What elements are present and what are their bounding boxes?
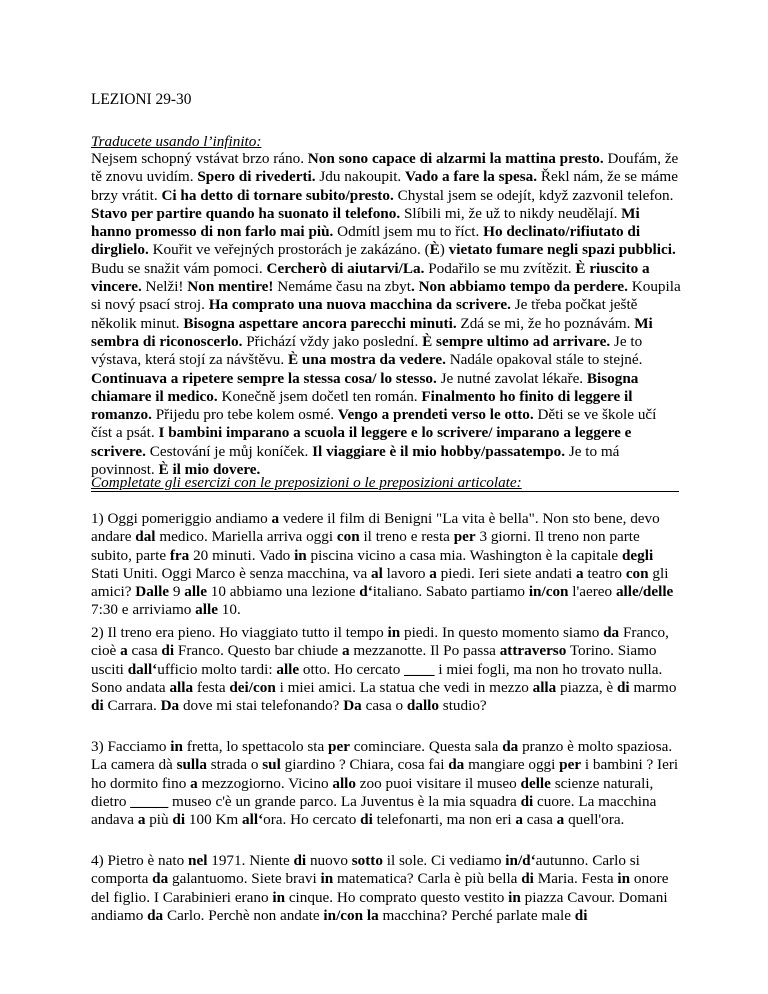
section2-heading: Completate gli esercizi con le preposizioni o le preposizioni articolate: [91, 474, 522, 491]
answer-text: alla [169, 678, 194, 696]
answer-text: Ha comprato una nuova macchina da scrivere. [208, 296, 511, 314]
prompt-text: festa [193, 678, 230, 696]
answer-text: Il viaggiare è il mio hobby/passatempo. [312, 442, 566, 460]
prompt-text: cinque. Ho comprato questo vestito [285, 888, 509, 906]
answer-text: alle [195, 601, 218, 619]
prompt-text: i miei amici. La statua che vedi in mezzo [275, 678, 533, 696]
answer-text: di [616, 678, 630, 696]
prompt-text: gli amici? [91, 564, 669, 601]
prompt-text: 7:30 e arriviamo [91, 601, 196, 619]
prompt-text: Slíbili mi, že už to nikdy neudělají. [400, 204, 622, 222]
answer-text: a [556, 811, 565, 829]
prompt-text: Zdá se mi, že ho poznávám. [456, 314, 635, 332]
answer-text: dei/con [229, 678, 276, 696]
answer-text: Da [160, 697, 180, 715]
prompt-text: Stati Uniti. Oggi Marco è senza macchina, va [91, 564, 372, 582]
prompt-text: studio? [438, 697, 487, 715]
prompt-text: Carlo. Perchè non andate [163, 906, 324, 924]
answer-text: in [387, 624, 401, 641]
prompt-text: Nelži! [141, 278, 188, 296]
prompt-text: i bambini ? Ieri ho dormito fino [91, 756, 679, 792]
prompt-text: mezzanotte. Il Po passa [349, 642, 500, 660]
prompt-text: il treno e resta [359, 528, 454, 546]
prompt-text: 10 abbiamo una lezione [207, 583, 360, 601]
answer-text: in [170, 738, 183, 755]
answer-text: a [576, 564, 584, 582]
answer-text: È il mio dovere. [158, 461, 261, 479]
answer-text: Stavo per partire quando ha suonato il telefono. [91, 204, 401, 222]
prompt-text: onore del figlio. I Carabinieri erano [91, 870, 669, 906]
answer-text: dal [135, 528, 156, 546]
answer-text: in [272, 888, 286, 906]
prompt-text: Maria. Festa [533, 870, 618, 888]
answer-text: vietato fumare negli spazi pubblici. [448, 241, 676, 259]
prompt-text: Cestování je můj koníček. [145, 442, 313, 460]
answer-text: _____ [130, 792, 169, 810]
prompt-text: zoo puoi visitare il museo [356, 774, 521, 792]
prompt-text: cominciare. Questa sala [349, 738, 503, 755]
prompt-text: 100 Km [185, 811, 243, 829]
answer-text: sulla [176, 756, 207, 774]
answer-text: Mi hanno promesso di non farlo mai più. [91, 204, 640, 241]
answer-text: È una mostra da vedere. [287, 351, 446, 369]
section1-paragraph [91, 150, 681, 479]
answer-text: dallo [406, 697, 439, 715]
prompt-text: piazza Cavour. Domani andiamo [91, 888, 668, 924]
answer-text: sotto [351, 852, 383, 869]
prompt-text: Chystal jsem se odejít, když zazvonil telefon. [393, 186, 674, 204]
answer-text: da [152, 870, 169, 888]
section1-heading: Traducete usando l’infinito: [91, 133, 262, 150]
answer-text: dall‘ [127, 660, 158, 678]
prompt-text: Doufám, že tě znovu uvidím. [91, 150, 679, 186]
prompt-text: mangiare oggi [464, 756, 560, 774]
prompt-text: ) [439, 241, 449, 259]
answer-text: nel [188, 852, 208, 869]
answer-text: a [271, 510, 280, 527]
prompt-text: più [145, 811, 173, 829]
prompt-text: scienze naturali, dietro [91, 774, 654, 810]
prompt-text: 3 giorni. Il treno non parte subito, parte [91, 528, 640, 564]
answer-text: a [137, 811, 146, 829]
prompt-text: marmo [629, 678, 677, 696]
answer-text: attraverso [499, 642, 567, 660]
prompt-text: autunno. Carlo si comporta [91, 852, 640, 888]
answer-text: Da [343, 697, 362, 715]
answer-text: da [448, 756, 465, 774]
prompt-text: Franco, cioè [91, 624, 669, 660]
answer-text: da [603, 624, 620, 641]
answer-text: Continuava a ripetere sempre la stessa cosa/ lo stesso. [91, 369, 437, 387]
answer-text: Non mentire! [187, 278, 274, 296]
answer-text: Spero di rivederti. [197, 168, 316, 186]
answer-text: a [515, 811, 523, 829]
prompt-text: Přichází vždy jako poslední. [242, 332, 423, 350]
answer-text: per [328, 738, 350, 755]
prompt-text: Budu se snažit vám pomoci. [91, 259, 267, 277]
answer-text: alle [276, 660, 300, 678]
prompt-text: nuovo [306, 852, 352, 869]
prompt-text: Děti se ve škole učí číst a psát. [91, 406, 657, 442]
page-title: LEZIONI 29-30 [91, 91, 192, 108]
prompt-text: macchina? Perché parlate male [378, 906, 575, 924]
prompt-text: Řekl nám, že se máme brzy vrátit. [91, 168, 678, 204]
prompt-text: piedi. In questo momento siamo [400, 624, 604, 641]
prompt-text: pranzo è molto spaziosa. La camera dà [91, 738, 673, 774]
prompt-text: piedi. Ieri siete andati [436, 564, 577, 582]
answer-text: di [91, 697, 104, 715]
answer-text: in [294, 546, 307, 564]
answer-text: I bambini imparano a scuola il leggere e lo scrivere/ imparano a leggere e scrivere. [91, 424, 632, 460]
answer-text: alle/delle [615, 583, 674, 601]
prompt-text: 3) Facciamo [91, 738, 171, 755]
prompt-text: lavoro [382, 564, 430, 582]
prompt-text: italiano. Sabato partiamo [372, 583, 529, 601]
prompt-text: Je nutné zavolat lékaře. [436, 369, 587, 387]
answer-text: Bisogna chiamare il medico. [91, 369, 639, 405]
exercise-3-paragraph [91, 738, 681, 829]
prompt-text: casa [127, 642, 162, 660]
exercise-1-paragraph [91, 510, 681, 620]
prompt-text: 10. [217, 601, 241, 619]
answer-text: Cercherò di aiutarvi/La. [266, 259, 425, 277]
answer-text: sul [262, 756, 281, 774]
answer-text: in/con [528, 583, 569, 601]
prompt-text: vedere il film di Benigni "La vita è bella". Non sto bene, devo andare [91, 510, 660, 546]
prompt-text: 9 [169, 583, 185, 601]
answer-text: con [625, 564, 649, 582]
answer-text: di [293, 852, 307, 869]
answer-text: in [320, 870, 334, 888]
exercise-4-paragraph [91, 852, 681, 925]
answer-text: fra [169, 546, 190, 564]
prompt-text: piazza, è [556, 678, 617, 696]
prompt-text: Jdu nakoupit. [315, 168, 406, 186]
answer-text: a [429, 564, 437, 582]
prompt-text: piscina vicino a casa mia. Washington è la capitale [306, 546, 622, 564]
answer-text: delle [520, 774, 551, 792]
prompt-text: casa o [361, 697, 407, 715]
prompt-text: otto. Ho cercato [299, 660, 405, 678]
prompt-text: ufficio molto tardi: [157, 660, 277, 678]
prompt-text: 2) Il treno era pieno. Ho viaggiato tutto il tempo [91, 624, 388, 641]
prompt-text: giardino ? Chiara, cosa fai [280, 756, 449, 774]
prompt-text: 4) Pietro è nato [91, 852, 189, 869]
answer-text: per [559, 756, 582, 774]
prompt-text: Je to má povinnost. [91, 442, 620, 479]
prompt-text: Torino. Siamo usciti [91, 642, 657, 678]
answer-text: di [521, 870, 534, 888]
answer-text: alle [184, 583, 207, 601]
section2-underline-rule [91, 491, 679, 492]
prompt-text: Nejsem schopný vstávat brzo ráno. [91, 150, 308, 167]
prompt-text: casa [522, 811, 557, 829]
answer-text: È riuscito a vincere. [91, 259, 650, 296]
answer-text: . Non abbiamo tempo da perdere. [410, 278, 628, 296]
answer-text: Vado a fare la spesa. [405, 168, 538, 186]
prompt-text: museo c'è un grande parco. La Juventus è la mia squadra [168, 792, 521, 810]
prompt-text: matematica? Carla è più bella [333, 870, 522, 888]
answer-text: ____ [404, 660, 435, 678]
answer-text: a [190, 774, 198, 792]
prompt-text: Franco. Questo bar chiude [174, 642, 342, 660]
answer-text: d‘ [359, 583, 373, 601]
prompt-text: il sole. Ci vediamo [382, 852, 506, 869]
answer-text: da [502, 738, 519, 755]
answer-text: È [429, 241, 440, 259]
prompt-text: i miei fogli, ma non ho trovato nulla. Sono andata [91, 660, 663, 696]
prompt-text: Je to výstava, která stojí za návštěvu. [91, 332, 643, 369]
answer-text: Ci ha detto di tornare subito/presto. [161, 186, 394, 204]
answer-text: al [371, 564, 383, 582]
answer-text: in [617, 870, 631, 888]
prompt-text: Odmítl jsem mu to říct. [333, 223, 484, 241]
prompt-text: Konečně jsem dočetl ten román. [217, 387, 422, 405]
prompt-text: Carrara. [103, 697, 161, 715]
prompt-text: Kouřit ve veřejných prostorách je zakázáno. ( [148, 241, 430, 259]
answer-text: a [120, 642, 128, 660]
answer-text: È sempre ultimo ad arrivare. [422, 332, 611, 350]
answer-text: Dalle [135, 583, 170, 601]
answer-text: allo [332, 774, 356, 792]
answer-text: di [161, 642, 175, 660]
answer-text: Ho declinato/rifiutato di dirglielo. [91, 223, 641, 259]
answer-text: di [574, 906, 588, 924]
prompt-text: ora. Ho cercato [263, 811, 361, 829]
answer-text: degli [621, 546, 654, 564]
prompt-text: 1) Oggi pomeriggio andiamo [91, 510, 272, 527]
answer-text: a [341, 642, 350, 660]
answer-text: di [360, 811, 373, 829]
answer-text: con [336, 528, 360, 546]
answer-text: per [453, 528, 476, 546]
answer-text: Vengo a prendeti verso le otto. [337, 406, 534, 424]
answer-text: in/d‘ [505, 852, 536, 869]
answer-text: di [172, 811, 186, 829]
answer-text: Mi sembra di riconoscerlo. [91, 314, 653, 350]
answer-text: Bisogna aspettare ancora parecchi minuti. [183, 314, 457, 332]
prompt-text: quell'ora. [564, 811, 625, 829]
answer-text: in [508, 888, 521, 906]
prompt-text: l'aereo [568, 583, 616, 601]
answer-text: in/con la [323, 906, 379, 924]
answer-text: Finalmento ho finito di leggere il romanzo. [91, 387, 633, 424]
answer-text: da [147, 906, 164, 924]
prompt-text: dove mi stai telefonando? [179, 697, 344, 715]
prompt-text: Podařilo se mu zvítězit. [424, 259, 576, 277]
exercise-2-paragraph [91, 624, 681, 715]
answer-text: alla [532, 678, 557, 696]
prompt-text: mezzogiorno. Vicino [197, 774, 333, 792]
prompt-text: galantuomo. Siete bravi [168, 870, 321, 888]
prompt-text: 1971. Niente [207, 852, 294, 869]
prompt-text: 20 minuti. Vado [189, 546, 295, 564]
answer-text: all‘ [242, 811, 264, 829]
prompt-text: strada o [206, 756, 263, 774]
answer-text: di [520, 792, 534, 810]
prompt-text: teatro [583, 564, 626, 582]
prompt-text: Nadále opakoval stále to stejné. [445, 351, 643, 369]
prompt-text: fretta, lo spettacolo sta [182, 738, 329, 755]
prompt-text: telefonarti, ma non eri [372, 811, 516, 829]
prompt-text: Je třeba počkat ještě několik minut. [91, 296, 638, 332]
prompt-text: medico. Mariella arriva oggi [155, 528, 337, 546]
prompt-text: cuore. La macchina andava [91, 792, 657, 829]
prompt-text: Koupila si nový psací stroj. [91, 278, 681, 314]
prompt-text: Přijedu pro tebe kolem osmé. [151, 406, 338, 424]
prompt-text: Nemáme času na zbyt [273, 278, 411, 296]
answer-text: Non sono capace di alzarmi la mattina presto. [307, 150, 604, 167]
